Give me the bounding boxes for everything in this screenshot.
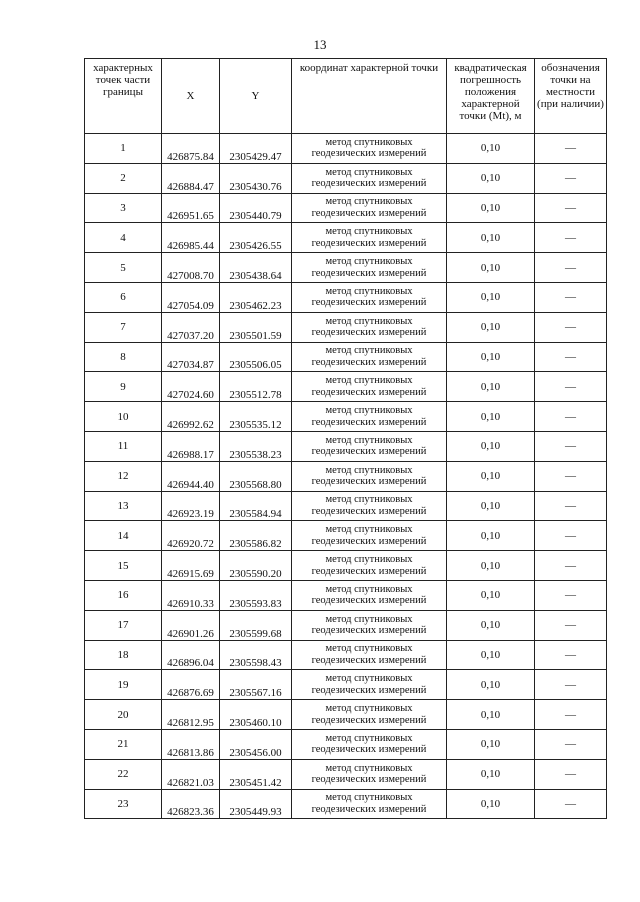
table-row — [85, 610, 607, 640]
boundary-points-table — [84, 58, 607, 819]
error-cell: 0,10 — [447, 253, 535, 283]
x-coordinate-cell: 427054.09 — [162, 282, 220, 312]
error-cell: 0,10 — [447, 223, 535, 253]
x-coordinate-cell: 426923.19 — [162, 491, 220, 521]
marking-cell: — — [535, 491, 607, 521]
x-coordinate-cell: 426821.03 — [162, 759, 220, 789]
table-row — [85, 729, 607, 759]
error-cell: 0,10 — [447, 491, 535, 521]
header-y: Y — [220, 59, 292, 134]
method-cell: метод спутниковых геодезических измерений — [292, 372, 447, 402]
point-number-cell: 16 — [85, 580, 162, 610]
y-coordinate-cell: 2305584.94 — [220, 491, 292, 521]
table-row — [85, 223, 607, 253]
error-cell: 0,10 — [447, 461, 535, 491]
x-coordinate-cell: 426951.65 — [162, 193, 220, 223]
y-coordinate-cell: 2305535.12 — [220, 402, 292, 432]
y-coordinate-cell: 2305590.20 — [220, 551, 292, 581]
point-number-cell: 4 — [85, 223, 162, 253]
x-coordinate-cell: 426823.36 — [162, 789, 220, 819]
method-cell: метод спутниковых геодезических измерений — [292, 402, 447, 432]
marking-cell: — — [535, 134, 607, 164]
point-number-cell: 8 — [85, 342, 162, 372]
point-number-cell: 18 — [85, 640, 162, 670]
y-coordinate-cell: 2305460.10 — [220, 700, 292, 730]
error-cell: 0,10 — [447, 789, 535, 819]
method-cell: метод спутниковых геодезических измерений — [292, 729, 447, 759]
point-number-cell: 17 — [85, 610, 162, 640]
table-row — [85, 342, 607, 372]
method-cell: метод спутниковых геодезических измерений — [292, 759, 447, 789]
point-number-cell: 7 — [85, 312, 162, 342]
header-marking: обозначения точки на местности (при наличии) — [535, 59, 607, 134]
y-coordinate-cell: 2305451.42 — [220, 759, 292, 789]
error-cell: 0,10 — [447, 759, 535, 789]
error-cell: 0,10 — [447, 312, 535, 342]
method-cell: метод спутниковых геодезических измерений — [292, 193, 447, 223]
table-row — [85, 134, 607, 164]
point-number-cell: 9 — [85, 372, 162, 402]
y-coordinate-cell: 2305568.80 — [220, 461, 292, 491]
method-cell: метод спутниковых геодезических измерений — [292, 312, 447, 342]
x-coordinate-cell: 426875.84 — [162, 134, 220, 164]
y-coordinate-cell: 2305567.16 — [220, 670, 292, 700]
y-coordinate-cell: 2305462.23 — [220, 282, 292, 312]
error-cell: 0,10 — [447, 282, 535, 312]
point-number-cell: 14 — [85, 521, 162, 551]
table-row — [85, 312, 607, 342]
point-number-cell: 22 — [85, 759, 162, 789]
table-row — [85, 163, 607, 193]
x-coordinate-cell: 427024.60 — [162, 372, 220, 402]
point-number-cell: 15 — [85, 551, 162, 581]
table-row — [85, 402, 607, 432]
point-number-cell: 1 — [85, 134, 162, 164]
point-number-cell: 11 — [85, 431, 162, 461]
method-cell: метод спутниковых геодезических измерений — [292, 640, 447, 670]
error-cell: 0,10 — [447, 342, 535, 372]
x-coordinate-cell: 426876.69 — [162, 670, 220, 700]
y-coordinate-cell: 2305538.23 — [220, 431, 292, 461]
error-cell: 0,10 — [447, 193, 535, 223]
marking-cell: — — [535, 163, 607, 193]
x-coordinate-cell: 426812.95 — [162, 700, 220, 730]
marking-cell: — — [535, 253, 607, 283]
header-method: координат характерной точки — [292, 59, 447, 134]
y-coordinate-cell: 2305586.82 — [220, 521, 292, 551]
error-cell: 0,10 — [447, 551, 535, 581]
marking-cell: — — [535, 282, 607, 312]
marking-cell: — — [535, 461, 607, 491]
error-cell: 0,10 — [447, 402, 535, 432]
method-cell: метод спутниковых геодезических измерений — [292, 431, 447, 461]
header-x: X — [162, 59, 220, 134]
table-row — [85, 193, 607, 223]
error-cell: 0,10 — [447, 431, 535, 461]
point-number-cell: 5 — [85, 253, 162, 283]
marking-cell: — — [535, 372, 607, 402]
marking-cell: — — [535, 789, 607, 819]
x-coordinate-cell: 426985.44 — [162, 223, 220, 253]
table-row — [85, 253, 607, 283]
x-coordinate-cell: 426896.04 — [162, 640, 220, 670]
point-number-cell: 20 — [85, 700, 162, 730]
method-cell: метод спутниковых геодезических измерений — [292, 282, 447, 312]
method-cell: метод спутниковых геодезических измерений — [292, 610, 447, 640]
marking-cell: — — [535, 402, 607, 432]
table-row — [85, 700, 607, 730]
error-cell: 0,10 — [447, 134, 535, 164]
header-point: характерных точек части границы — [85, 59, 162, 134]
table-row — [85, 551, 607, 581]
table-row — [85, 670, 607, 700]
table-row — [85, 282, 607, 312]
x-coordinate-cell: 427034.87 — [162, 342, 220, 372]
marking-cell: — — [535, 729, 607, 759]
method-cell: метод спутниковых геодезических измерений — [292, 461, 447, 491]
y-coordinate-cell: 2305506.05 — [220, 342, 292, 372]
x-coordinate-cell: 427037.20 — [162, 312, 220, 342]
table-row — [85, 521, 607, 551]
table-row — [85, 789, 607, 819]
x-coordinate-cell: 426915.69 — [162, 551, 220, 581]
y-coordinate-cell: 2305426.55 — [220, 223, 292, 253]
marking-cell: — — [535, 700, 607, 730]
x-coordinate-cell: 426920.72 — [162, 521, 220, 551]
marking-cell: — — [535, 342, 607, 372]
x-coordinate-cell: 426901.26 — [162, 610, 220, 640]
y-coordinate-cell: 2305598.43 — [220, 640, 292, 670]
table-row — [85, 372, 607, 402]
x-coordinate-cell: 426813.86 — [162, 729, 220, 759]
method-cell: метод спутниковых геодезических измерений — [292, 551, 447, 581]
marking-cell: — — [535, 670, 607, 700]
y-coordinate-cell: 2305430.76 — [220, 163, 292, 193]
marking-cell: — — [535, 551, 607, 581]
point-number-cell: 23 — [85, 789, 162, 819]
method-cell: метод спутниковых геодезических измерений — [292, 134, 447, 164]
method-cell: метод спутниковых геодезических измерений — [292, 253, 447, 283]
y-coordinate-cell: 2305512.78 — [220, 372, 292, 402]
table-row — [85, 580, 607, 610]
method-cell: метод спутниковых геодезических измерений — [292, 342, 447, 372]
method-cell: метод спутниковых геодезических измерений — [292, 670, 447, 700]
method-cell: метод спутниковых геодезических измерений — [292, 163, 447, 193]
marking-cell: — — [535, 610, 607, 640]
page-number: 13 — [313, 37, 327, 52]
point-number-cell: 6 — [85, 282, 162, 312]
point-number-cell: 3 — [85, 193, 162, 223]
y-coordinate-cell: 2305449.93 — [220, 789, 292, 819]
point-number-cell: 10 — [85, 402, 162, 432]
error-cell: 0,10 — [447, 729, 535, 759]
point-number-cell: 2 — [85, 163, 162, 193]
method-cell: метод спутниковых геодезических измерений — [292, 700, 447, 730]
table-row — [85, 759, 607, 789]
y-coordinate-cell: 2305429.47 — [220, 134, 292, 164]
header-error: квадратическая погрешность положения характерной точки (Mt), м — [447, 59, 535, 134]
y-coordinate-cell: 2305440.79 — [220, 193, 292, 223]
method-cell: метод спутниковых геодезических измерений — [292, 521, 447, 551]
point-number-cell: 12 — [85, 461, 162, 491]
x-coordinate-cell: 426992.62 — [162, 402, 220, 432]
point-number-cell: 19 — [85, 670, 162, 700]
method-cell: метод спутниковых геодезических измерений — [292, 789, 447, 819]
x-coordinate-cell: 426910.33 — [162, 580, 220, 610]
table-header-row — [85, 59, 607, 134]
error-cell: 0,10 — [447, 372, 535, 402]
table-row — [85, 491, 607, 521]
error-cell: 0,10 — [447, 610, 535, 640]
x-coordinate-cell: 426944.40 — [162, 461, 220, 491]
x-coordinate-cell: 426988.17 — [162, 431, 220, 461]
error-cell: 0,10 — [447, 640, 535, 670]
error-cell: 0,10 — [447, 670, 535, 700]
point-number-cell: 21 — [85, 729, 162, 759]
y-coordinate-cell: 2305438.64 — [220, 253, 292, 283]
method-cell: метод спутниковых геодезических измерений — [292, 223, 447, 253]
y-coordinate-cell: 2305593.83 — [220, 580, 292, 610]
marking-cell: — — [535, 759, 607, 789]
marking-cell: — — [535, 193, 607, 223]
y-coordinate-cell: 2305501.59 — [220, 312, 292, 342]
marking-cell: — — [535, 312, 607, 342]
marking-cell: — — [535, 431, 607, 461]
table-row — [85, 431, 607, 461]
error-cell: 0,10 — [447, 580, 535, 610]
table-row — [85, 640, 607, 670]
point-number-cell: 13 — [85, 491, 162, 521]
error-cell: 0,10 — [447, 700, 535, 730]
marking-cell: — — [535, 580, 607, 610]
x-coordinate-cell: 426884.47 — [162, 163, 220, 193]
method-cell: метод спутниковых геодезических измерений — [292, 491, 447, 521]
y-coordinate-cell: 2305599.68 — [220, 610, 292, 640]
table-row — [85, 461, 607, 491]
y-coordinate-cell: 2305456.00 — [220, 729, 292, 759]
x-coordinate-cell: 427008.70 — [162, 253, 220, 283]
method-cell: метод спутниковых геодезических измерений — [292, 580, 447, 610]
marking-cell: — — [535, 640, 607, 670]
error-cell: 0,10 — [447, 521, 535, 551]
error-cell: 0,10 — [447, 163, 535, 193]
marking-cell: — — [535, 223, 607, 253]
marking-cell: — — [535, 521, 607, 551]
